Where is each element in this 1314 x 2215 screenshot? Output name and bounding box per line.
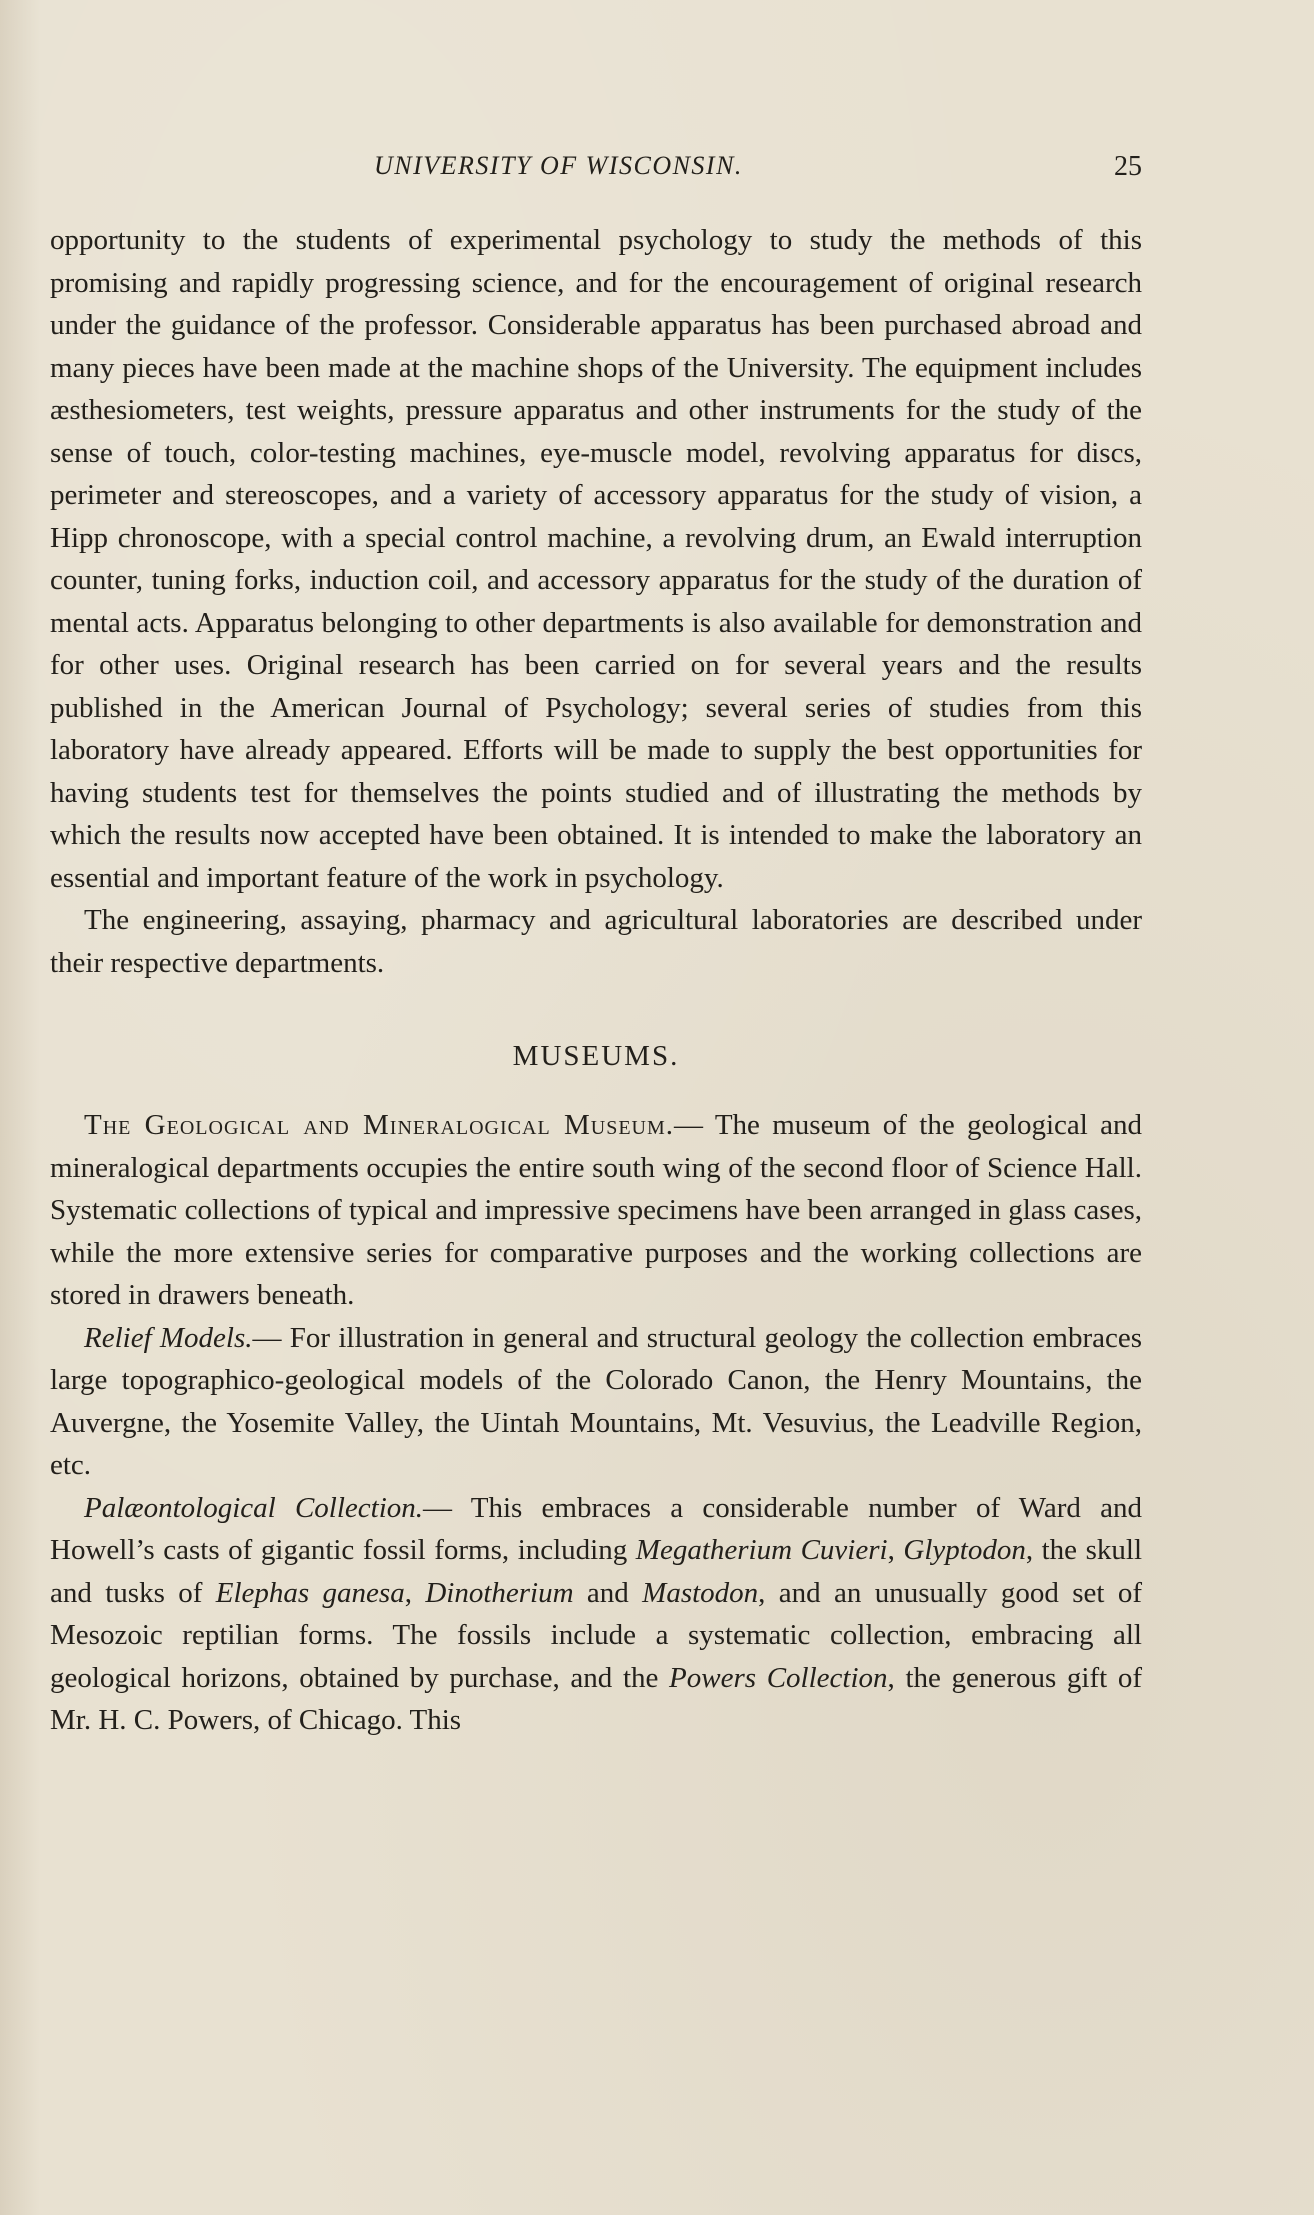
palaeontological-text-5: , the generous gift of Mr. H. C. Powers, of Chicago. This: [50, 1661, 1142, 1736]
relief-models-text: For illustration in general and structural geology the collection embraces large topographico-geological models of the Colorado Canon, the Henry Mountains, the Auvergne, the Yosemite Valley, the Uintah Mountains, Mt. Vesuvius, the Leadville Region, etc.: [50, 1321, 1142, 1481]
powers-collection-term: Powers Collection: [669, 1661, 888, 1694]
relief-models-dash: —: [252, 1321, 290, 1354]
palaeontological-sep-2: ,: [404, 1576, 426, 1609]
other-laboratories-paragraph: The engineering, assaying, pharmacy and agricultural laboratories are described under their respective departments.: [50, 904, 1142, 979]
glyptodon-term: Glyptodon: [903, 1534, 1026, 1566]
elephas-term: Elephas ganesa: [215, 1576, 405, 1609]
palaeontological-text-1: This embraces a considerable number of Ward and Howell’s casts of gigantic fossil forms, including: [50, 1491, 1142, 1566]
palaeontological-dash: —: [423, 1491, 471, 1524]
palaeontological-collection-paragraph: [50, 1487, 1142, 1742]
palaeontological-text-4: , and an unusually good set of Mesozoic reptilian forms. The fossils include a systematic collection, embracing all geological horizons, obtained by purchase, and the: [50, 1576, 1143, 1694]
museums-heading: MUSEUMS.: [512, 1040, 680, 1072]
palaeontological-sep-1: ,: [887, 1534, 904, 1566]
relief-models-paragraph: [50, 1317, 1142, 1487]
geological-museum-paragraph: [50, 1104, 1142, 1317]
mastodon-term: Mastodon: [642, 1576, 759, 1609]
palaeontological-text-3: and: [573, 1576, 643, 1609]
geological-museum-dash: —: [674, 1109, 715, 1141]
page-number: 25: [1114, 151, 1142, 182]
geological-museum-lead: The Geological and Mineralogical Museum.: [84, 1109, 675, 1141]
dinotherium-term: Dinotherium: [425, 1576, 574, 1609]
palaeontological-lead: Palæontological Collection.: [84, 1491, 424, 1524]
geological-museum-text: The museum of the geological and mineralogical departments occupies the entire south wing of the second floor of Science Hall. Systematic collections of typical and impressive specimens have been arranged in glass cases, while the more extensive series for comparative purposes and the working collections are stored in drawers beneath.: [50, 1109, 1142, 1311]
running-head: [50, 145, 1142, 195]
palaeontological-text-2: , the skull and tusks of: [50, 1534, 1143, 1609]
megatherium-term: Megatherium Cuvieri: [635, 1534, 888, 1566]
psychology-laboratory-paragraph: opportunity to the students of experimental psychology to study the methods of this promising and rapidly progressing science, and for the encouragement of original research under the guidance of the professor. Considerable apparatus has been purchased abroad and many pieces have been made at the machine shops of the University. The equipment includes æsthesiometers, test weights, pressure apparatus and other instruments for the study of the sense of touch, color-testing machines, eye-muscle model, revolving apparatus for discs, perimeter and stereoscopes, and a variety of accessory apparatus for the study of vision, a Hipp chronoscope, with a special control machine, a revolving drum, an Ewald interruption counter, tuning forks, induction coil, and accessory apparatus for the study of the duration of mental acts. Apparatus belonging to other departments is also available for demonstration and for other uses. Original research has been carried on for several years and the results published in the American Journal of Psychology; several series of studies from this laboratory have already appeared. Efforts will be made to supply the best opportunities for having students test for themselves the points studied and of illustrating the methods by which the results now accepted have been obtained. It is intended to make the laboratory an essential and important feature of the work in psychology.: [50, 224, 1142, 894]
text-block: [50, 145, 1142, 1742]
page-gutter-shadow: [0, 0, 40, 2215]
running-head-title: UNIVERSITY OF WISCONSIN.: [374, 151, 743, 180]
relief-models-lead: Relief Models.: [84, 1321, 253, 1354]
